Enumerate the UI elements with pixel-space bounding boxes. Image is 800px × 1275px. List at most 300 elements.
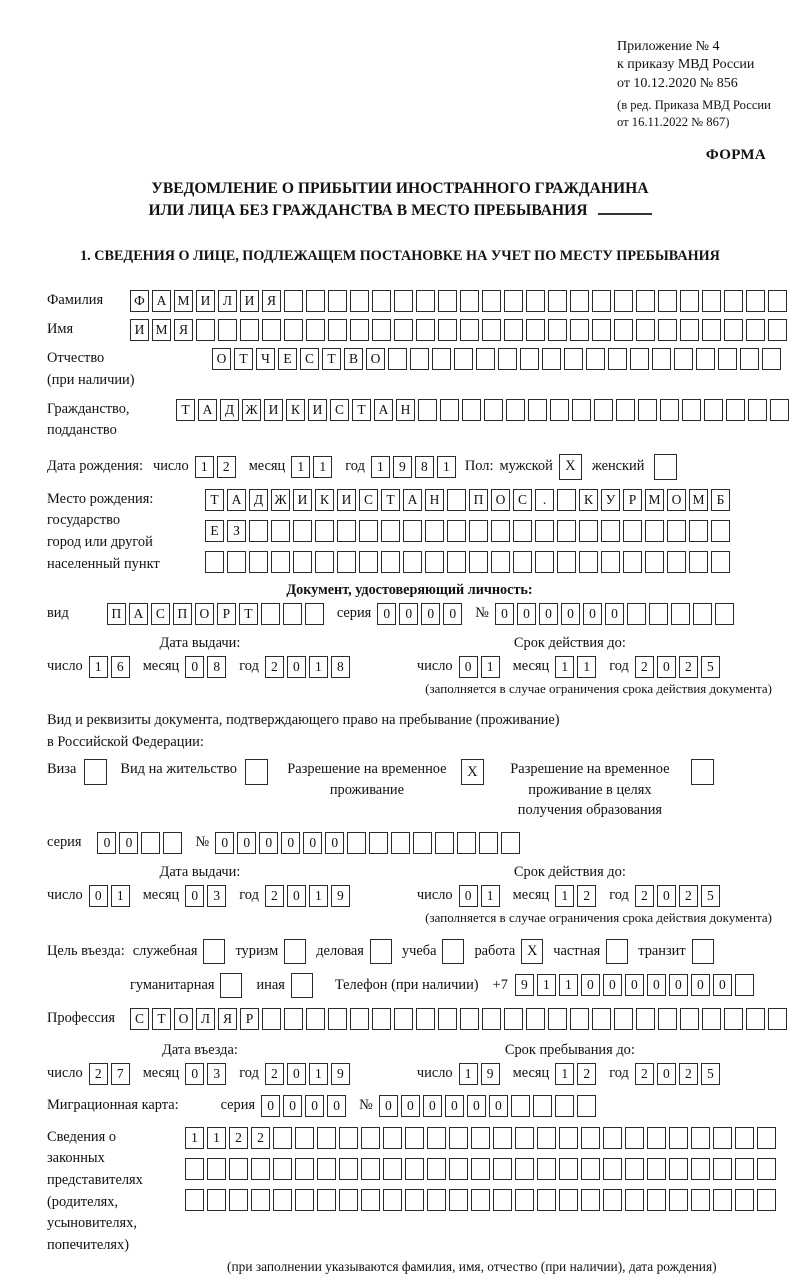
char-cell[interactable] xyxy=(295,1127,314,1149)
char-cell[interactable] xyxy=(762,348,781,370)
char-cell[interactable] xyxy=(418,399,437,421)
char-cell[interactable] xyxy=(647,1158,666,1180)
char-cell[interactable] xyxy=(249,551,268,573)
char-cell[interactable]: 7 xyxy=(111,1063,130,1085)
char-cell[interactable] xyxy=(735,1127,754,1149)
purpose-private-checkbox[interactable] xyxy=(606,939,628,964)
char-cell[interactable] xyxy=(713,1127,732,1149)
char-cell[interactable]: 6 xyxy=(111,656,130,678)
char-cell[interactable] xyxy=(557,551,576,573)
char-cell[interactable] xyxy=(462,399,481,421)
char-cell[interactable] xyxy=(427,1189,446,1211)
char-cell[interactable]: 2 xyxy=(89,1063,108,1085)
char-cell[interactable] xyxy=(271,551,290,573)
char-cell[interactable] xyxy=(295,1158,314,1180)
char-cell[interactable]: 8 xyxy=(331,656,350,678)
char-cell[interactable] xyxy=(317,1189,336,1211)
char-cell[interactable] xyxy=(535,551,554,573)
char-cell[interactable] xyxy=(557,489,576,511)
char-cell[interactable] xyxy=(592,1008,611,1030)
char-cell[interactable]: Р xyxy=(240,1008,259,1030)
char-cell[interactable]: О xyxy=(491,489,510,511)
char-cell[interactable] xyxy=(669,1127,688,1149)
char-cell[interactable]: Я xyxy=(262,290,281,312)
char-cell[interactable]: 0 xyxy=(287,885,306,907)
char-cell[interactable] xyxy=(638,399,657,421)
char-cell[interactable] xyxy=(163,832,182,854)
char-cell[interactable]: М xyxy=(174,290,193,312)
char-cell[interactable] xyxy=(425,551,444,573)
char-cell[interactable] xyxy=(691,1189,710,1211)
char-cell[interactable] xyxy=(315,520,334,542)
char-cell[interactable]: Б xyxy=(711,489,730,511)
char-cell[interactable] xyxy=(645,551,664,573)
char-cell[interactable] xyxy=(251,1189,270,1211)
char-cell[interactable] xyxy=(711,520,730,542)
char-cell[interactable] xyxy=(603,1158,622,1180)
char-cell[interactable] xyxy=(249,520,268,542)
char-cell[interactable]: И xyxy=(293,489,312,511)
char-cell[interactable]: С xyxy=(330,399,349,421)
char-cell[interactable] xyxy=(315,551,334,573)
char-cell[interactable] xyxy=(328,290,347,312)
char-cell[interactable] xyxy=(350,1008,369,1030)
char-cell[interactable]: С xyxy=(151,603,170,625)
char-cell[interactable] xyxy=(559,1158,578,1180)
char-cell[interactable] xyxy=(757,1158,776,1180)
temp-residence-checkbox[interactable]: X xyxy=(461,759,484,785)
char-cell[interactable]: О xyxy=(212,348,231,370)
char-cell[interactable]: А xyxy=(129,603,148,625)
char-cell[interactable] xyxy=(306,290,325,312)
char-cell[interactable] xyxy=(726,399,745,421)
char-cell[interactable]: Е xyxy=(278,348,297,370)
char-cell[interactable]: 8 xyxy=(207,656,226,678)
char-cell[interactable] xyxy=(440,399,459,421)
char-cell[interactable]: 0 xyxy=(185,656,204,678)
char-cell[interactable]: У xyxy=(601,489,620,511)
char-cell[interactable] xyxy=(273,1158,292,1180)
char-cell[interactable]: О xyxy=(174,1008,193,1030)
char-cell[interactable] xyxy=(427,1127,446,1149)
char-cell[interactable]: 0 xyxy=(495,603,514,625)
char-cell[interactable] xyxy=(339,1158,358,1180)
char-cell[interactable] xyxy=(603,1127,622,1149)
char-cell[interactable] xyxy=(526,1008,545,1030)
char-cell[interactable]: 0 xyxy=(287,1063,306,1085)
char-cell[interactable]: 2 xyxy=(635,1063,654,1085)
char-cell[interactable] xyxy=(735,1189,754,1211)
char-cell[interactable]: 1 xyxy=(195,456,214,478)
char-cell[interactable] xyxy=(479,832,498,854)
char-cell[interactable] xyxy=(328,1008,347,1030)
char-cell[interactable] xyxy=(504,290,523,312)
char-cell[interactable] xyxy=(347,832,366,854)
char-cell[interactable]: 9 xyxy=(515,974,534,996)
char-cell[interactable] xyxy=(328,319,347,341)
char-cell[interactable] xyxy=(570,290,589,312)
char-cell[interactable] xyxy=(207,1189,226,1211)
char-cell[interactable]: 3 xyxy=(207,1063,226,1085)
char-cell[interactable] xyxy=(438,319,457,341)
char-cell[interactable] xyxy=(608,348,627,370)
char-cell[interactable]: 5 xyxy=(701,885,720,907)
char-cell[interactable] xyxy=(394,290,413,312)
char-cell[interactable] xyxy=(689,520,708,542)
char-cell[interactable]: С xyxy=(300,348,319,370)
char-cell[interactable] xyxy=(471,1189,490,1211)
char-cell[interactable] xyxy=(601,520,620,542)
char-cell[interactable] xyxy=(251,1158,270,1180)
char-cell[interactable] xyxy=(471,1158,490,1180)
char-cell[interactable] xyxy=(306,319,325,341)
char-cell[interactable]: 5 xyxy=(701,1063,720,1085)
char-cell[interactable] xyxy=(559,1189,578,1211)
char-cell[interactable] xyxy=(526,319,545,341)
char-cell[interactable]: 0 xyxy=(459,885,478,907)
char-cell[interactable] xyxy=(557,520,576,542)
char-cell[interactable]: 0 xyxy=(625,974,644,996)
char-cell[interactable] xyxy=(350,290,369,312)
char-cell[interactable] xyxy=(361,1189,380,1211)
char-cell[interactable] xyxy=(381,520,400,542)
char-cell[interactable] xyxy=(660,399,679,421)
char-cell[interactable]: А xyxy=(152,290,171,312)
char-cell[interactable] xyxy=(410,348,429,370)
char-cell[interactable]: Л xyxy=(218,290,237,312)
char-cell[interactable] xyxy=(533,1095,552,1117)
char-cell[interactable]: 1 xyxy=(481,656,500,678)
char-cell[interactable] xyxy=(581,1127,600,1149)
char-cell[interactable]: Ч xyxy=(256,348,275,370)
char-cell[interactable] xyxy=(482,290,501,312)
char-cell[interactable] xyxy=(435,832,454,854)
char-cell[interactable] xyxy=(295,1189,314,1211)
char-cell[interactable]: 0 xyxy=(399,603,418,625)
char-cell[interactable]: 1 xyxy=(555,885,574,907)
char-cell[interactable]: А xyxy=(403,489,422,511)
char-cell[interactable]: 0 xyxy=(443,603,462,625)
char-cell[interactable] xyxy=(746,290,765,312)
char-cell[interactable] xyxy=(317,1158,336,1180)
char-cell[interactable]: 9 xyxy=(331,1063,350,1085)
char-cell[interactable] xyxy=(636,1008,655,1030)
char-cell[interactable] xyxy=(704,399,723,421)
char-cell[interactable] xyxy=(740,348,759,370)
char-cell[interactable] xyxy=(361,1127,380,1149)
char-cell[interactable] xyxy=(337,520,356,542)
char-cell[interactable] xyxy=(482,319,501,341)
char-cell[interactable] xyxy=(735,1158,754,1180)
char-cell[interactable] xyxy=(284,290,303,312)
char-cell[interactable]: 2 xyxy=(265,885,284,907)
char-cell[interactable] xyxy=(667,520,686,542)
char-cell[interactable] xyxy=(449,1127,468,1149)
purpose-business-checkbox[interactable] xyxy=(370,939,392,964)
char-cell[interactable] xyxy=(658,1008,677,1030)
char-cell[interactable] xyxy=(680,1008,699,1030)
char-cell[interactable] xyxy=(513,551,532,573)
char-cell[interactable] xyxy=(649,603,668,625)
char-cell[interactable] xyxy=(205,551,224,573)
char-cell[interactable] xyxy=(273,1127,292,1149)
char-cell[interactable] xyxy=(447,551,466,573)
char-cell[interactable]: К xyxy=(286,399,305,421)
char-cell[interactable]: 0 xyxy=(287,656,306,678)
char-cell[interactable]: 0 xyxy=(657,885,676,907)
char-cell[interactable]: В xyxy=(344,348,363,370)
purpose-tourism-checkbox[interactable] xyxy=(284,939,306,964)
char-cell[interactable]: П xyxy=(173,603,192,625)
char-cell[interactable] xyxy=(229,1158,248,1180)
char-cell[interactable]: Н xyxy=(425,489,444,511)
char-cell[interactable] xyxy=(579,520,598,542)
sex-female-checkbox[interactable] xyxy=(654,454,677,480)
char-cell[interactable] xyxy=(645,520,664,542)
char-cell[interactable]: Р xyxy=(217,603,236,625)
char-cell[interactable] xyxy=(614,290,633,312)
char-cell[interactable] xyxy=(413,832,432,854)
char-cell[interactable]: Т xyxy=(152,1008,171,1030)
char-cell[interactable] xyxy=(361,1158,380,1180)
char-cell[interactable] xyxy=(262,319,281,341)
char-cell[interactable] xyxy=(614,1008,633,1030)
temp-residence-education-checkbox[interactable] xyxy=(691,759,714,785)
char-cell[interactable]: С xyxy=(513,489,532,511)
char-cell[interactable]: 0 xyxy=(657,656,676,678)
char-cell[interactable] xyxy=(271,520,290,542)
char-cell[interactable] xyxy=(196,319,215,341)
char-cell[interactable]: 1 xyxy=(437,456,456,478)
char-cell[interactable] xyxy=(515,1127,534,1149)
char-cell[interactable] xyxy=(454,348,473,370)
char-cell[interactable] xyxy=(537,1127,556,1149)
char-cell[interactable] xyxy=(711,551,730,573)
char-cell[interactable]: 1 xyxy=(309,656,328,678)
char-cell[interactable]: П xyxy=(107,603,126,625)
char-cell[interactable]: 0 xyxy=(539,603,558,625)
char-cell[interactable]: . xyxy=(535,489,554,511)
char-cell[interactable]: 0 xyxy=(605,603,624,625)
char-cell[interactable]: 0 xyxy=(489,1095,508,1117)
char-cell[interactable] xyxy=(693,603,712,625)
char-cell[interactable] xyxy=(438,1008,457,1030)
char-cell[interactable]: И xyxy=(337,489,356,511)
char-cell[interactable]: Т xyxy=(205,489,224,511)
char-cell[interactable] xyxy=(594,399,613,421)
char-cell[interactable] xyxy=(293,520,312,542)
char-cell[interactable]: 1 xyxy=(185,1127,204,1149)
char-cell[interactable]: 1 xyxy=(291,456,310,478)
char-cell[interactable] xyxy=(460,290,479,312)
char-cell[interactable] xyxy=(579,551,598,573)
char-cell[interactable]: 0 xyxy=(691,974,710,996)
char-cell[interactable]: 1 xyxy=(89,656,108,678)
char-cell[interactable]: 0 xyxy=(89,885,108,907)
char-cell[interactable] xyxy=(469,551,488,573)
char-cell[interactable]: 2 xyxy=(229,1127,248,1149)
char-cell[interactable] xyxy=(350,319,369,341)
char-cell[interactable] xyxy=(630,348,649,370)
char-cell[interactable]: А xyxy=(227,489,246,511)
char-cell[interactable] xyxy=(261,603,280,625)
char-cell[interactable]: 0 xyxy=(445,1095,464,1117)
char-cell[interactable]: Ф xyxy=(130,290,149,312)
char-cell[interactable] xyxy=(746,1008,765,1030)
char-cell[interactable]: 1 xyxy=(555,1063,574,1085)
visa-checkbox[interactable] xyxy=(84,759,107,785)
char-cell[interactable]: И xyxy=(196,290,215,312)
char-cell[interactable]: А xyxy=(374,399,393,421)
char-cell[interactable]: С xyxy=(359,489,378,511)
char-cell[interactable] xyxy=(469,520,488,542)
char-cell[interactable] xyxy=(537,1158,556,1180)
char-cell[interactable] xyxy=(581,1158,600,1180)
char-cell[interactable]: 0 xyxy=(377,603,396,625)
char-cell[interactable]: А xyxy=(198,399,217,421)
char-cell[interactable]: 0 xyxy=(303,832,322,854)
char-cell[interactable] xyxy=(680,319,699,341)
char-cell[interactable]: 0 xyxy=(561,603,580,625)
char-cell[interactable] xyxy=(185,1158,204,1180)
char-cell[interactable] xyxy=(438,290,457,312)
char-cell[interactable] xyxy=(680,290,699,312)
char-cell[interactable] xyxy=(647,1189,666,1211)
char-cell[interactable] xyxy=(391,832,410,854)
char-cell[interactable] xyxy=(337,551,356,573)
char-cell[interactable] xyxy=(506,399,525,421)
char-cell[interactable] xyxy=(372,319,391,341)
char-cell[interactable] xyxy=(504,1008,523,1030)
char-cell[interactable] xyxy=(669,1158,688,1180)
char-cell[interactable]: 1 xyxy=(577,656,596,678)
char-cell[interactable] xyxy=(768,319,787,341)
char-cell[interactable]: 0 xyxy=(421,603,440,625)
char-cell[interactable] xyxy=(493,1127,512,1149)
char-cell[interactable] xyxy=(669,1189,688,1211)
char-cell[interactable]: 2 xyxy=(679,1063,698,1085)
char-cell[interactable]: 0 xyxy=(237,832,256,854)
char-cell[interactable] xyxy=(702,319,721,341)
char-cell[interactable] xyxy=(559,1127,578,1149)
char-cell[interactable]: М xyxy=(689,489,708,511)
char-cell[interactable] xyxy=(581,1189,600,1211)
char-cell[interactable]: И xyxy=(240,290,259,312)
char-cell[interactable] xyxy=(284,1008,303,1030)
char-cell[interactable] xyxy=(491,551,510,573)
char-cell[interactable]: Т xyxy=(239,603,258,625)
char-cell[interactable]: К xyxy=(315,489,334,511)
char-cell[interactable] xyxy=(682,399,701,421)
char-cell[interactable]: 1 xyxy=(207,1127,226,1149)
char-cell[interactable] xyxy=(457,832,476,854)
char-cell[interactable] xyxy=(185,1189,204,1211)
char-cell[interactable] xyxy=(623,551,642,573)
char-cell[interactable] xyxy=(369,832,388,854)
char-cell[interactable]: Т xyxy=(322,348,341,370)
char-cell[interactable] xyxy=(427,1158,446,1180)
char-cell[interactable] xyxy=(493,1189,512,1211)
char-cell[interactable] xyxy=(383,1189,402,1211)
char-cell[interactable] xyxy=(647,1127,666,1149)
char-cell[interactable] xyxy=(381,551,400,573)
char-cell[interactable] xyxy=(227,551,246,573)
char-cell[interactable] xyxy=(586,348,605,370)
char-cell[interactable] xyxy=(293,551,312,573)
char-cell[interactable]: 0 xyxy=(401,1095,420,1117)
char-cell[interactable] xyxy=(498,348,517,370)
char-cell[interactable] xyxy=(388,348,407,370)
char-cell[interactable] xyxy=(702,290,721,312)
char-cell[interactable]: С xyxy=(130,1008,149,1030)
char-cell[interactable] xyxy=(746,319,765,341)
char-cell[interactable] xyxy=(713,1158,732,1180)
char-cell[interactable] xyxy=(658,290,677,312)
char-cell[interactable]: Т xyxy=(352,399,371,421)
char-cell[interactable] xyxy=(724,1008,743,1030)
char-cell[interactable]: 0 xyxy=(517,603,536,625)
char-cell[interactable]: 1 xyxy=(111,885,130,907)
char-cell[interactable]: 8 xyxy=(415,456,434,478)
char-cell[interactable]: 1 xyxy=(309,1063,328,1085)
char-cell[interactable] xyxy=(748,399,767,421)
char-cell[interactable]: Р xyxy=(623,489,642,511)
char-cell[interactable] xyxy=(735,974,754,996)
char-cell[interactable] xyxy=(555,1095,574,1117)
char-cell[interactable] xyxy=(383,1127,402,1149)
char-cell[interactable] xyxy=(372,1008,391,1030)
char-cell[interactable]: Д xyxy=(249,489,268,511)
char-cell[interactable] xyxy=(394,319,413,341)
char-cell[interactable]: 5 xyxy=(701,656,720,678)
char-cell[interactable]: 2 xyxy=(679,656,698,678)
char-cell[interactable] xyxy=(625,1158,644,1180)
char-cell[interactable] xyxy=(405,1127,424,1149)
char-cell[interactable] xyxy=(625,1189,644,1211)
char-cell[interactable] xyxy=(658,319,677,341)
char-cell[interactable]: 0 xyxy=(583,603,602,625)
char-cell[interactable] xyxy=(511,1095,530,1117)
char-cell[interactable]: К xyxy=(579,489,598,511)
char-cell[interactable] xyxy=(476,348,495,370)
char-cell[interactable] xyxy=(577,1095,596,1117)
char-cell[interactable]: 0 xyxy=(281,832,300,854)
char-cell[interactable] xyxy=(141,832,160,854)
char-cell[interactable] xyxy=(550,399,569,421)
char-cell[interactable] xyxy=(757,1127,776,1149)
char-cell[interactable] xyxy=(449,1189,468,1211)
char-cell[interactable] xyxy=(460,1008,479,1030)
char-cell[interactable]: 0 xyxy=(647,974,666,996)
char-cell[interactable] xyxy=(592,319,611,341)
char-cell[interactable] xyxy=(240,319,259,341)
char-cell[interactable]: 2 xyxy=(217,456,236,478)
char-cell[interactable] xyxy=(403,520,422,542)
char-cell[interactable] xyxy=(674,348,693,370)
char-cell[interactable] xyxy=(504,319,523,341)
char-cell[interactable] xyxy=(513,520,532,542)
char-cell[interactable] xyxy=(449,1158,468,1180)
char-cell[interactable] xyxy=(570,1008,589,1030)
char-cell[interactable]: 1 xyxy=(537,974,556,996)
char-cell[interactable] xyxy=(273,1189,292,1211)
char-cell[interactable] xyxy=(689,551,708,573)
char-cell[interactable]: Ж xyxy=(271,489,290,511)
char-cell[interactable] xyxy=(482,1008,501,1030)
char-cell[interactable] xyxy=(715,603,734,625)
char-cell[interactable] xyxy=(491,520,510,542)
char-cell[interactable]: П xyxy=(469,489,488,511)
